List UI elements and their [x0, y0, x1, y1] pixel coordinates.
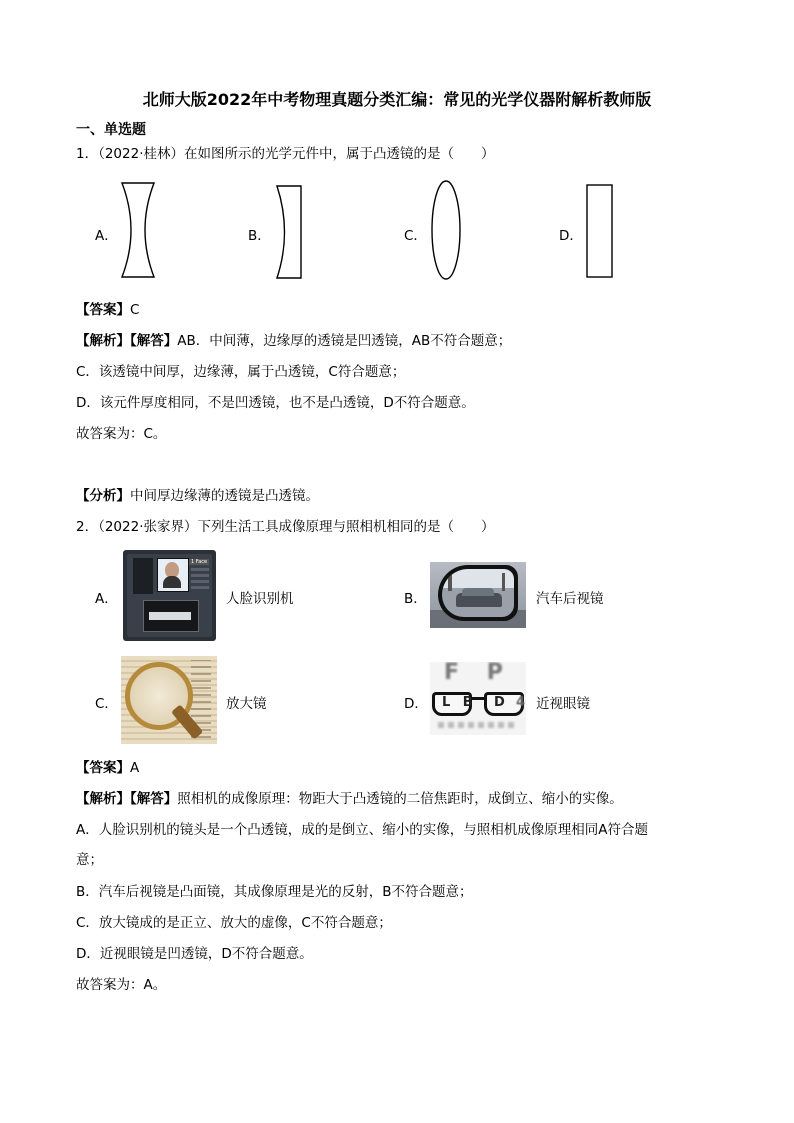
eye-chart-row-2b: D: [494, 695, 505, 710]
q1-stem: 1．（2022·桂林）在如图所示的光学元件中，属于凸透镜的是（ ）: [76, 146, 495, 162]
eye-chart-row-2c: 4: [516, 695, 526, 710]
q1-option-d-letter: D．: [559, 228, 583, 244]
q1-analysis-line-4: 故答案为：C。: [76, 426, 167, 442]
eye-chart-row-1: F P: [444, 662, 513, 685]
q2-analysis-line-6: 故答案为：A。: [76, 977, 167, 993]
q1-fenxi-text: 中间厚边缘薄的透镜是凸透镜。: [130, 488, 319, 504]
q2-option-d-letter: D．: [404, 696, 428, 712]
face-recognition-device-image: [123, 550, 216, 641]
q2-analysis-line-2: 意；: [76, 852, 103, 868]
section-heading: 一、单选题: [76, 122, 146, 138]
q1-analysis-text: AB．中间薄，边缘厚的透镜是凹透镜，AB不符合题意；: [177, 333, 512, 349]
q1-answer-label: 【答案】: [76, 302, 130, 318]
myopia-glasses-image: [430, 662, 526, 735]
magnifying-glass-image: [121, 656, 217, 744]
convex-lens-c-diagram: [429, 178, 463, 282]
q2-answer-value: A: [130, 760, 140, 776]
q2-analysis-first-text: 照相机的成像原理：物距大于凸透镜的二倍焦距时，成倒立、缩小的实像。: [177, 791, 623, 807]
device-badge: 1 Face: [191, 559, 208, 565]
q1-option-a-letter: A．: [95, 228, 118, 244]
car-side-mirror-image: [430, 562, 526, 628]
q1-analysis-label: 【解析】【解答】: [76, 333, 178, 349]
q2-option-d-label: 近视眼镜: [536, 696, 590, 712]
q1-option-c-letter: C．: [404, 228, 427, 244]
q2-answer: [76, 759, 139, 777]
concave-lens-b-diagram: [274, 184, 304, 280]
q2-analysis-line-1: A．人脸识别机的镜头是一个凸透镜，成的是倒立、缩小的实像，与照相机成像原理相同A符合题: [76, 822, 648, 838]
q1-answer-value: C: [130, 302, 140, 318]
q2-answer-label: 【答案】: [76, 760, 130, 776]
q1-analysis-line-3: D．该元件厚度相同，不是凹透镜，也不是凸透镜，D不符合题意。: [76, 395, 475, 411]
q1-answer: [76, 301, 139, 319]
q1-analysis-line-2: C．该透镜中间厚，边缘薄，属于凸透镜，C符合题意；: [76, 364, 406, 380]
q1-option-b-letter: B．: [248, 228, 271, 244]
q2-option-b-label: 汽车后视镜: [536, 591, 604, 607]
q2-stem: 2．（2022·张家界）下列生活工具成像原理与照相机相同的是（ ）: [76, 519, 495, 535]
flat-glass-d-diagram: [585, 183, 615, 281]
eye-chart-row-2a: L B: [442, 695, 477, 710]
q2-analysis-line-3: B．汽车后视镜是凸面镜，其成像原理是光的反射，B不符合题意；: [76, 884, 473, 900]
q1-analysis-line-1: [76, 332, 511, 350]
page-title: 北师大版2022年中考物理真题分类汇编：常见的光学仪器附解析教师版: [142, 90, 652, 109]
q2-option-c-label: 放大镜: [226, 696, 267, 712]
concave-lens-a-diagram: [118, 181, 158, 279]
q2-analysis-label: 【解析】【解答】: [76, 791, 178, 807]
q2-option-a-letter: A．: [95, 591, 118, 607]
q2-analysis-first: [76, 790, 623, 808]
q2-option-c-letter: C．: [95, 696, 118, 712]
q2-analysis-line-5: D．近视眼镜是凹透镜，D不符合题意。: [76, 946, 313, 962]
q2-option-b-letter: B．: [404, 591, 427, 607]
q2-option-a-label: 人脸识别机: [226, 591, 294, 607]
q2-analysis-line-4: C．放大镜成的是正立、放大的虚像，C不符合题意；: [76, 915, 392, 931]
q1-fenxi-label: 【分析】: [76, 488, 130, 504]
q1-fenxi: [76, 487, 319, 505]
